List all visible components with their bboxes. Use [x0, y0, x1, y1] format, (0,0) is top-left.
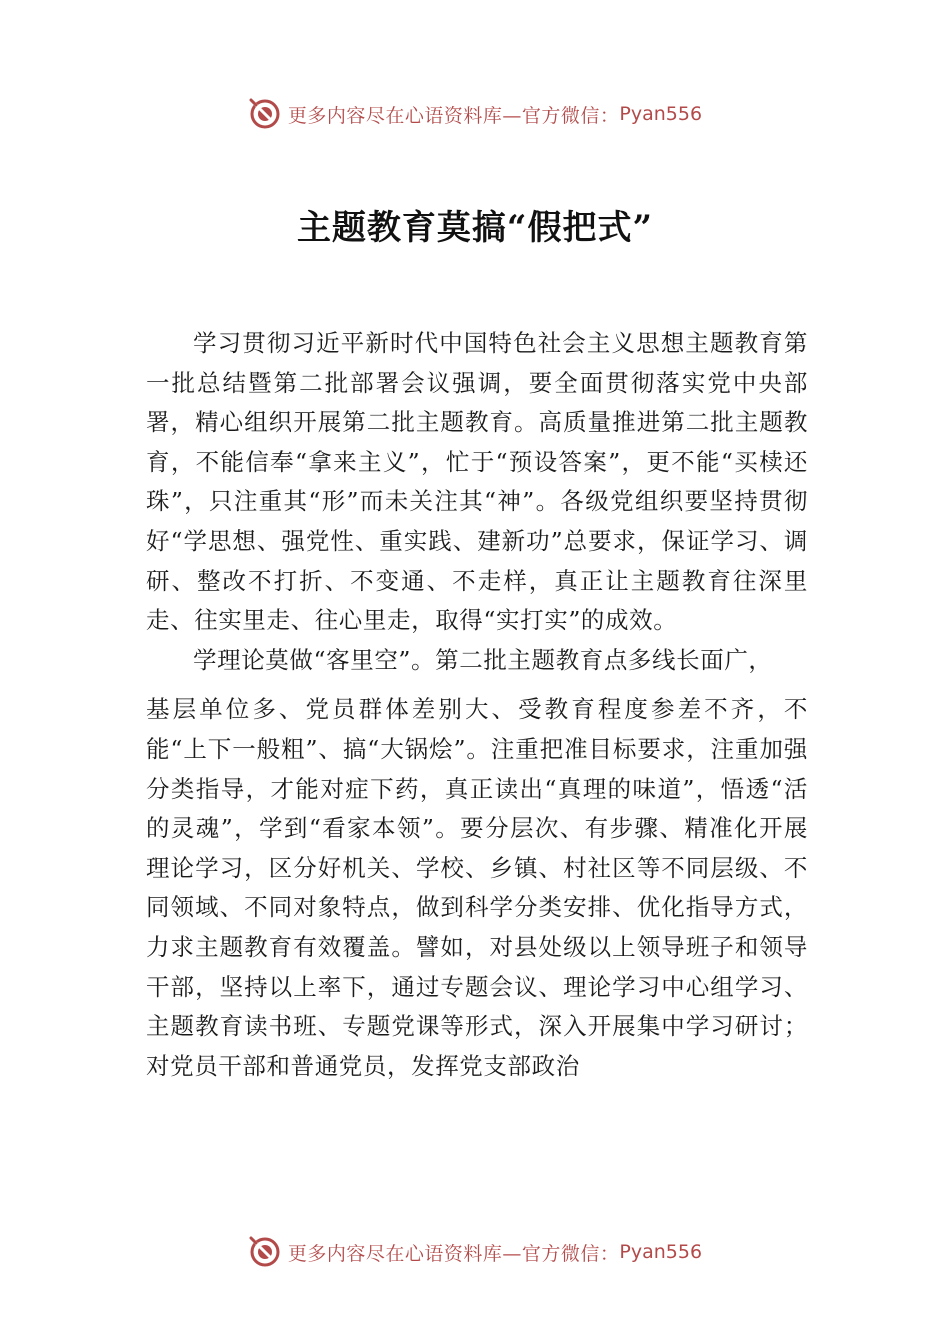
watermark-wechat-id: Pyan556	[619, 103, 703, 125]
footer-watermark	[0, 1232, 950, 1272]
pen-logo-icon	[248, 97, 282, 131]
header-watermark	[0, 94, 950, 134]
paragraph-section-body: 基层单位多、党员群体差别大、受教育程度参差不齐，不能“上下一般粗”、搞“大锅烩”。注重把准目标要求，注重加强分类指导，才能对症下药，真正读出“真理的味道”，悟透“活的灵魂”，学到“看家本领”。要分层次、有步骤、精准化开展理论学习，区分好机关、学校、乡镇、村社区等不同层级、不同领域、不同对象特点，做到科学分类安排、优化指导方式，力求主题教育有效覆盖。譬如，对县处级以上领导班子和领导干部，坚持以上率下，通过专题会议、理论学习中心组学习、主题教育读书班、专题党课等形式，深入开展集中学习研讨；对党员干部和普通党员，发挥党支部政治	[146, 695, 808, 1080]
watermark-wechat-id: Pyan556	[619, 1241, 703, 1263]
paragraph-intro: 学习贯彻习近平新时代中国特色社会主义思想主题教育第一批总结暨第二批部署会议强调，要全面贯彻落实党中央部署，精心组织开展第二批主题教育。高质量推进第二批主题教育，不能信奉“拿来主义”，忙于“预设答案”，更不能“买椟还珠”，只注重其“形”而未关注其“神”。各级党组织要坚持贯彻好“学思想、强党性、重实践、建新功”总要求，保证学习、调研、整改不打折、不变通、不走样，真正让主题教育往深里走、往实里走、往心里走，取得“实打实”的成效。	[146, 329, 808, 635]
document-title: 主题教育莫搞“假把式”	[296, 208, 654, 248]
pen-logo-icon	[248, 1235, 282, 1269]
paragraph-section-heading: 学理论莫做“客里空”。第二批主题教育点多线长面广，	[193, 645, 773, 674]
document-body	[146, 324, 808, 1086]
watermark-text: 更多内容尽在心语资料库—官方微信：	[287, 104, 620, 127]
watermark-text: 更多内容尽在心语资料库—官方微信：	[287, 1242, 620, 1265]
